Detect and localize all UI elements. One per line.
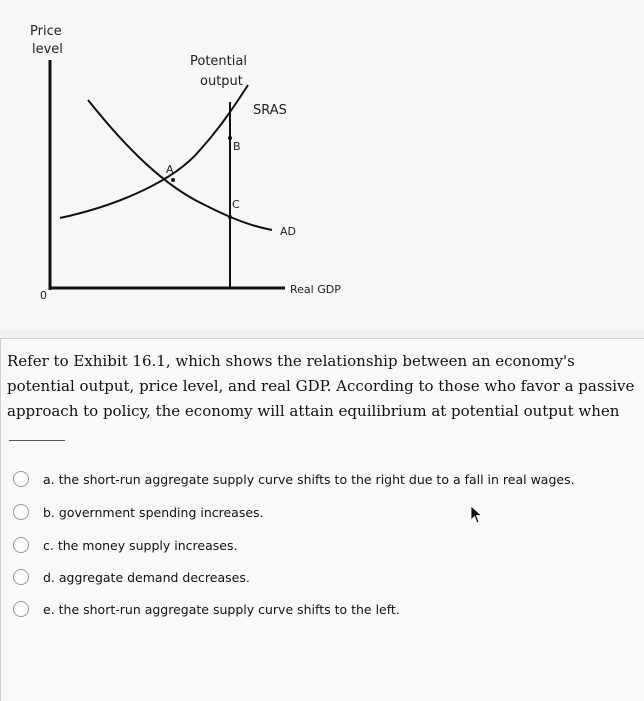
option-b-label: b. government spending increases. (43, 504, 264, 520)
option-e[interactable] (13, 597, 400, 621)
mouse-pointer-icon (470, 505, 484, 525)
ad-label: AD (280, 225, 296, 238)
radio-circle-icon[interactable] (13, 537, 29, 553)
question-text (7, 349, 641, 424)
answer-blank (9, 440, 65, 441)
point-b-label: B (233, 140, 241, 153)
option-d-label: d. aggregate demand decreases. (43, 569, 250, 585)
option-a-label: a. the short-run aggregate supply curve shifts to the right due to a fall in real wages. (43, 471, 575, 487)
economics-diagram (0, 0, 644, 330)
radio-circle-icon[interactable] (13, 601, 29, 617)
y-axis-label: Price (30, 24, 62, 39)
option-e-label: e. the short-run aggregate supply curve shifts to the left. (43, 601, 400, 617)
y-axis-label-line2: level (32, 42, 63, 57)
option-d[interactable] (13, 565, 250, 589)
option-c-label: c. the money supply increases. (43, 537, 238, 553)
potential-output-label: Potential (190, 54, 247, 69)
point-b-marker (228, 136, 232, 140)
radio-circle-icon[interactable] (13, 471, 29, 487)
point-c-marker (228, 215, 232, 219)
sras-curve (60, 85, 248, 218)
radio-circle-icon[interactable] (13, 504, 29, 520)
sras-label: SRAS (253, 103, 287, 118)
question-line-3: approach to policy, the economy will attain equilibrium at potential output when (7, 402, 620, 420)
radio-circle-icon[interactable] (13, 569, 29, 585)
option-c[interactable] (13, 533, 237, 557)
ad-curve (88, 100, 272, 230)
option-b[interactable] (13, 500, 264, 524)
point-c-label: C (232, 198, 240, 211)
question-line-1: Refer to Exhibit 16.1, which shows the relationship between an economy's (7, 352, 575, 370)
point-a-label: A (166, 163, 174, 176)
graph-panel (0, 0, 644, 330)
origin-label: 0 (40, 289, 47, 302)
option-a[interactable] (13, 467, 575, 491)
question-box (0, 338, 644, 701)
point-a-marker (171, 178, 175, 182)
question-line-2: potential output, price level, and real GDP. According to those who favor a passive (7, 377, 635, 395)
x-axis-label: Real GDP (290, 283, 341, 296)
potential-output-label-line2: output (200, 74, 243, 89)
